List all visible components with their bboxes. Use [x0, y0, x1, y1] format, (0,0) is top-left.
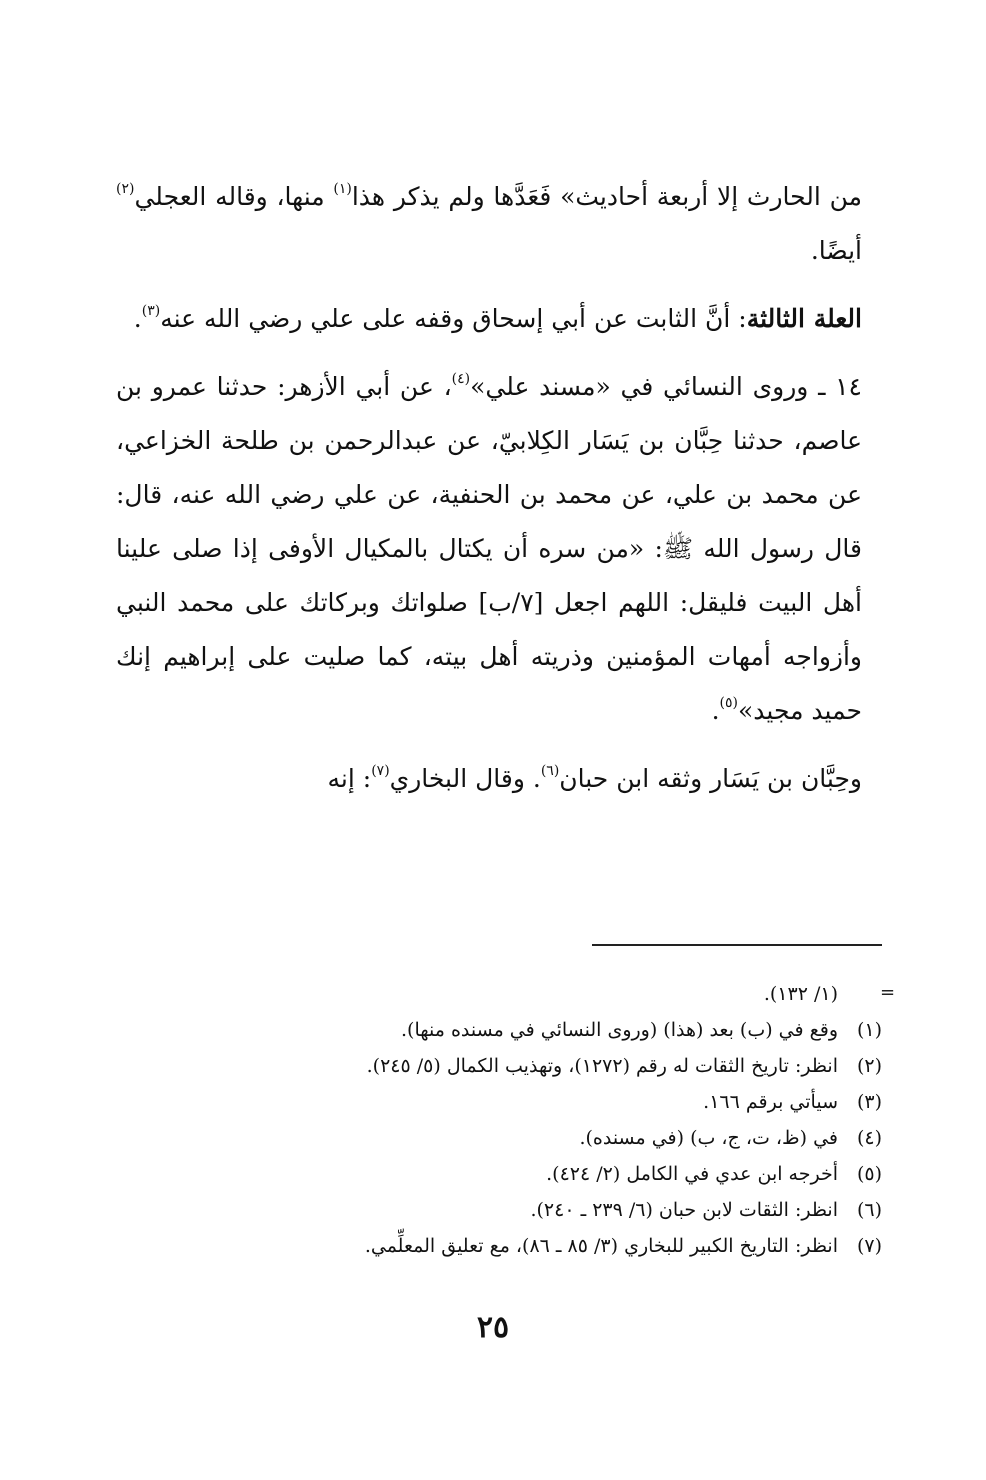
footnote-ref-6[interactable]: (٦) [540, 763, 560, 779]
footnote-ref-3[interactable]: (٣) [141, 303, 161, 319]
footnote-separator [592, 944, 882, 946]
footnote-number: (٥) [856, 1163, 882, 1185]
footnote-ref-5[interactable]: (٥) [719, 695, 738, 711]
footnote-text: أخرجه ابن عدي في الكامل (٢/ ٤٢٤). [546, 1163, 838, 1185]
text-segment: : إنه [327, 764, 372, 793]
footnote-ref-7[interactable]: (٧) [371, 763, 390, 779]
footnote-2 [112, 1048, 882, 1084]
footnote-3 [112, 1084, 882, 1120]
footnote-text: في (ظ، ت، ج، ب) (في مسنده). [579, 1127, 838, 1149]
paragraph-2 [116, 292, 862, 346]
footnote-number: (٤) [856, 1127, 882, 1149]
main-text [116, 170, 862, 806]
text-segment: . [133, 304, 142, 333]
footnote-number: (٦) [856, 1199, 882, 1221]
page-number: ٢٥ [476, 1310, 510, 1345]
footnote-ref-2[interactable]: (٢) [116, 181, 135, 197]
footnote-4 [112, 1120, 882, 1156]
text-segment: ، عن أبي الأزهر: حدثنا عمرو بن عاصم، حدثنا حِبَّان بن يَسَار الكِلابيّ، عن عبدالرحمن بن طلحة الخزاعي، عن محمد بن علي، عن محمد بن الحنفية، عن علي رضي الله عنه، قال: قال رسول الله ﷺ: «من سره أن يكتال بالمكيال الأوفى إذا صلى علينا أهل البيت فليقل: اللهم اجعل [٧/ب] صلواتك وبركاتك على محمد النبي وأزواجه أمهات المؤمنين وذريته أهل بيته، كما صليت على إبراهيم إنك حميد مجيد» [116, 372, 862, 725]
text-segment: وحِبَّان بن يَسَار وثقه ابن حبان [559, 764, 862, 793]
footnote-text: انظر: التاريخ الكبير للبخاري (٣/ ٨٥ ـ ٨٦)، مع تعليق المعلِّمي. [364, 1235, 838, 1257]
text-segment: من الحارث إلا أربعة أحاديث» فَعَدَّها ولم يذكر هذا [351, 182, 862, 211]
footnote-continuation: (١/ ١٣٢). [763, 983, 838, 1005]
text-segment: . [711, 696, 720, 725]
footnote-text: انظر: الثقات لابن حبان (٦/ ٢٣٩ ـ ٢٤٠). [530, 1199, 838, 1221]
footnote-ref-4[interactable]: (٤) [451, 371, 471, 387]
text-segment: أيضًا. [810, 236, 862, 265]
footnote-6 [112, 1192, 882, 1228]
footnote-number: (٢) [856, 1055, 882, 1077]
footnote-text: سيأتي برقم ١٦٦. [703, 1091, 838, 1113]
continuation-marker: = [880, 982, 896, 1003]
text-segment: منها، وقاله العجلي [134, 182, 334, 211]
footnote-number: (٣) [856, 1091, 882, 1113]
text-segment: ١٤ ـ وروى النسائي في «مسند علي» [470, 372, 862, 401]
footnote-7 [112, 1228, 882, 1264]
paragraph-1 [116, 170, 862, 278]
footnotes [112, 976, 882, 1264]
footnote-text: انظر: تاريخ الثقات له رقم (١٢٧٢)، وتهذيب الكمال (٥/ ٢٤٥). [366, 1055, 838, 1077]
footnote-number: (٧) [856, 1235, 882, 1257]
footnote-number: (١) [856, 1019, 882, 1041]
footnote-1 [112, 1012, 882, 1048]
footnote-text: وقع في (ب) بعد (هذا) (وروى النسائي في مسنده منها). [401, 1019, 838, 1041]
text-segment: . وقال البخاري [389, 764, 541, 793]
paragraph-3 [116, 360, 862, 738]
section-heading-inline: العلة الثالثة [746, 304, 862, 333]
paragraph-4 [116, 752, 862, 806]
text-segment: : أنَّ الثابت عن أبي إسحاق وقفه على علي رضي الله عنه [160, 304, 747, 333]
footnote-5 [112, 1156, 882, 1192]
footnote-ref-1[interactable]: (١) [333, 181, 352, 197]
